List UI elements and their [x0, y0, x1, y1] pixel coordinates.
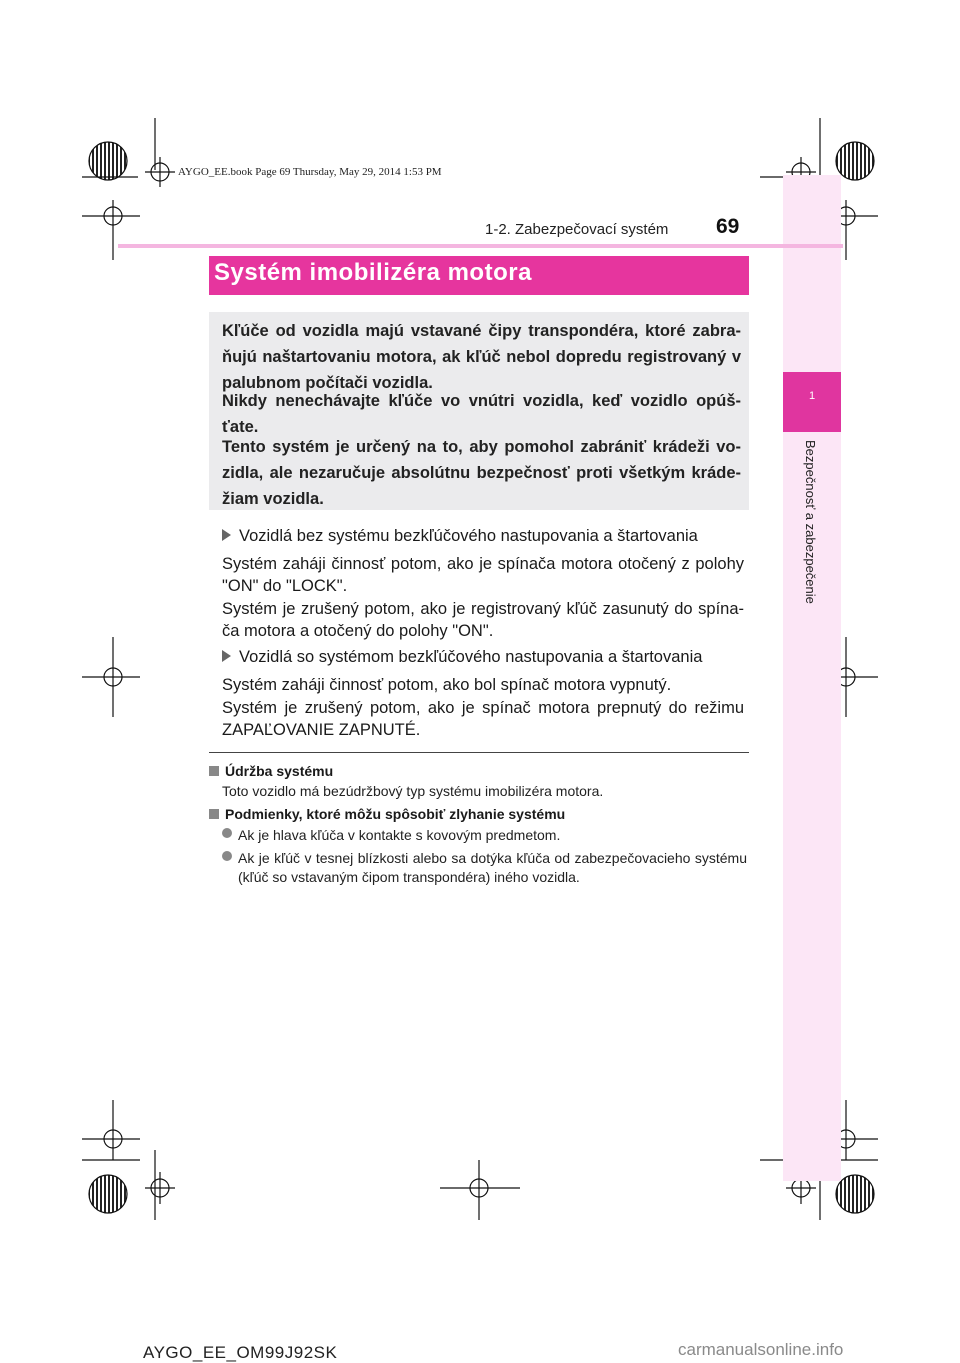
chapter-number-box: [783, 372, 841, 432]
section-text: Systém zaháji činnosť potom, ako bol spínač motora vypnutý.: [222, 676, 672, 694]
note-list-item: Ak je kľúč v tesnej blízkosti alebo sa dotýka kľúča od zabezpečovacieho systému (kľúč so vstavaným čipom transpondéra) iného vozidla.: [222, 849, 747, 887]
section-heading-no-keyless: [222, 527, 698, 546]
document-code: AYGO_EE_OM99J92SK: [143, 1343, 338, 1362]
section-text: Systém je zrušený potom, ako je registrovaný kľúč zasunutý do spína-ča motora a otočený do polohy "ON".: [222, 600, 744, 640]
round-bullet-icon: [222, 851, 232, 861]
arrow-icon: [222, 529, 231, 541]
section-heading-keyless: [222, 648, 702, 667]
section-text: Systém je zrušený potom, ako je spínač motora prepnutý do režimu ZAPAĽOVANIE ZAPNUTÉ.: [222, 699, 744, 739]
round-bullet-icon: [222, 828, 232, 838]
square-bullet-icon: [209, 809, 219, 819]
page-number: 69: [716, 215, 740, 238]
header-rule: [118, 244, 843, 248]
note-text: Toto vozidlo má bezúdržbový typ systému imobilizéra motora.: [222, 783, 604, 799]
section-heading-text: Vozidlá bez systému bezkľúčového nastupovania a štartovania: [239, 527, 698, 545]
note-heading-text: Údržba systému: [225, 763, 334, 779]
page-title: Systém imobilizéra motora: [214, 259, 532, 286]
intro-paragraph-2: Nikdy nenechávajte kľúče vo vnútri vozidla, keď vozidlo opúš-ťate.: [222, 392, 741, 436]
chapter-side-tab: [783, 175, 841, 1181]
square-bullet-icon: [209, 766, 219, 776]
print-label: AYGO_EE.book Page 69 Thursday, May 29, 2014 1:53 PM: [178, 166, 442, 178]
section-text: Systém zaháji činnosť potom, ako je spínača motora otočený z polohy "ON" do "LOCK".: [222, 555, 744, 595]
chapter-number: 1: [808, 390, 816, 402]
note-heading-conditions: [209, 806, 565, 822]
arrow-icon: [222, 650, 231, 662]
note-heading-maintenance: [209, 763, 333, 779]
notes-divider: [209, 752, 749, 753]
section-header: 1-2. Zabezpečovací systém: [485, 221, 669, 238]
intro-paragraph-3: Tento systém je určený na to, aby pomohol zabrániť krádeži vo-zidla, ale nezaručuje absolútnu bezpečnosť proti všetkým kráde-žiam vozidla.: [222, 438, 741, 508]
note-list-item: Ak je hlava kľúča v kontakte s kovovým predmetom.: [222, 826, 747, 845]
chapter-label: Bezpečnosť a zabezpečenie: [803, 440, 818, 604]
note-heading-text: Podmienky, ktoré môžu spôsobiť zlyhanie systému: [225, 806, 566, 822]
intro-paragraph-1: Kľúče od vozidla majú vstavané čipy transpondéra, ktoré zabra-ňujú naštartovaniu motora, ak kľúč nebol dopredu registrovaný v palubnom počítači vozidla.: [222, 322, 741, 392]
section-heading-text: Vozidlá so systémom bezkľúčového nastupovania a štartovania: [239, 648, 703, 666]
watermark: carmanualsonline.info: [678, 1340, 844, 1359]
chapter-label-container: [783, 440, 841, 630]
